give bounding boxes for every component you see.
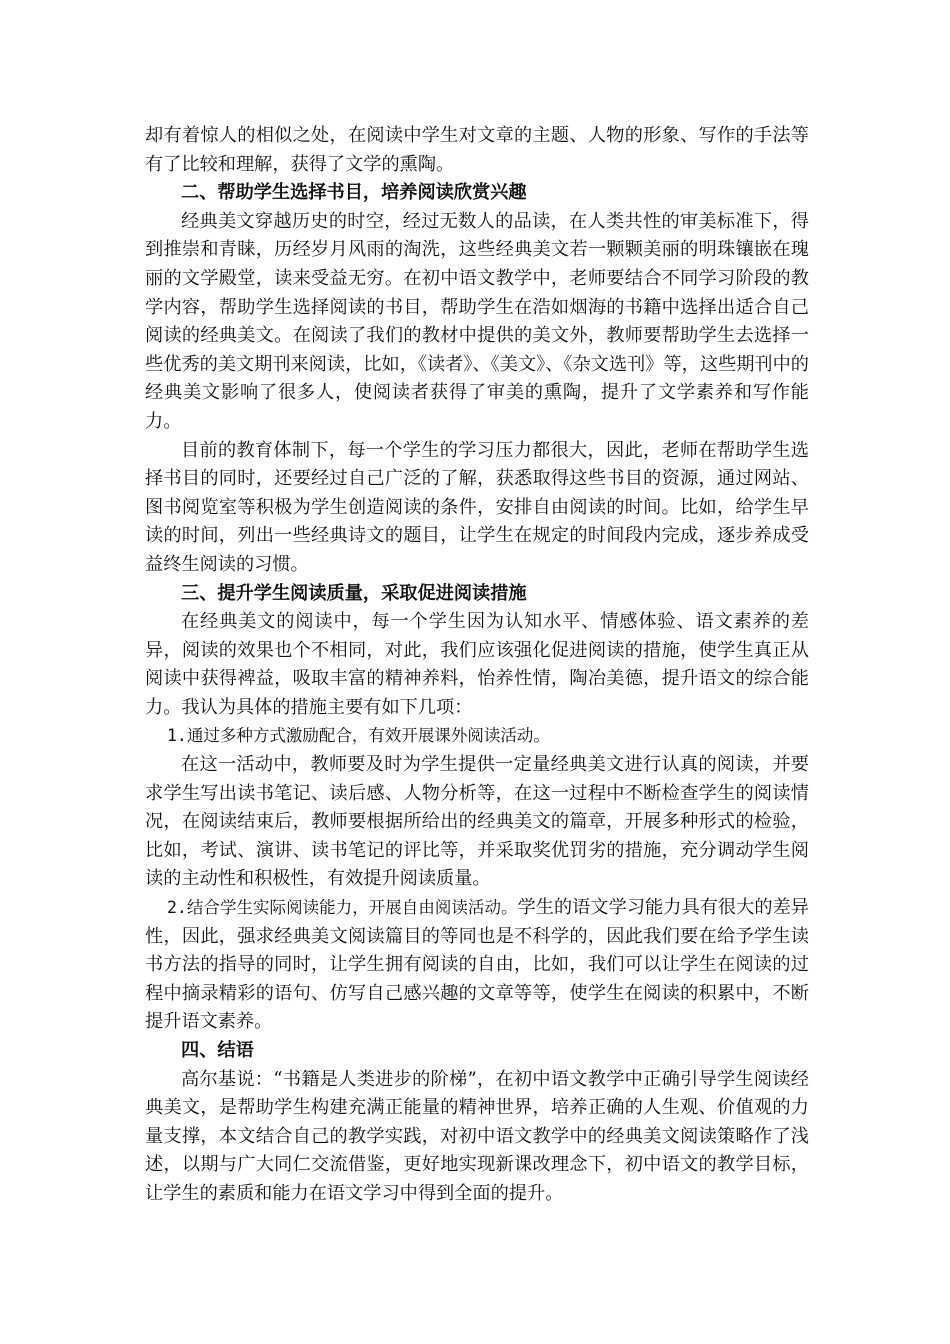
paragraph: 在这一活动中，教师要及时为学生提供一定量经典美文进行认真的阅读，并要求学生写出读书笔记、读后感、人物分析等，在这一过程中不断检查学生的阅读情况，在阅读结束后，教师要根据所给出的经典美文的篇章，开展多种形式的检验，比如，考试、演讲、读书笔记的评比等，并采取奖优罚劣的措施，充分调动学生阅读的主动性和积极性，有效提升阅读质量。 (145, 754, 809, 890)
paragraph-conclusion: 高尔基说：“书籍是人类进步的阶梯”，在初中语文教学中正确引导学生阅读经典美文，是帮助学生构建充满正能量的精神世界，培养正确的人生观、价值观的力量支撑，本文结合自己的教学实践，对初中语文教学中的经典美文阅读策略作了浅述，以期与广大同仁交流借鉴，更好地实现新课改理念下，初中语文的教学目标，让学生的素质和能力在语文学习中得到全面的提升。 (145, 1068, 809, 1204)
measure-item-2-lead: 2.结合学生实际阅读能力，开展自由阅读活动。 (167, 898, 518, 918)
section-heading-3: 三、提升学生阅读质量，采取促进阅读措施 (181, 582, 527, 604)
section-heading-2: 二、帮助学生选择书目，培养阅读欣赏兴趣 (181, 182, 527, 204)
paragraph: 经典美文穿越历史的时空，经过无数人的品读，在人类共性的审美标准下，得到推崇和青睐，历经岁月风雨的淘洗，这些经典美文若一颗颗美丽的明珠镶嵌在瑰丽的文学殿堂，读来受益无穷。在初中语文教学中，老师要结合不同学习阶段的教学内容，帮助学生选择阅读的书目，帮助学生在浩如烟海的书籍中选择出适合自己阅读的经典美文。在阅读了我们的教材中提供的美文外，教师要帮助学生去选择一些优秀的美文期刊来阅读，比如，《读者》、《美文》、《杂文选刊》等，这些期刊中的经典美文影响了很多人，使阅读者获得了审美的熏陶，提升了文学素养和写作能力。 (145, 210, 809, 432)
measure-item-2 (145, 894, 809, 1037)
measure-item-1: 1.通过多种方式激励配合，有效开展课外阅读活动。 (167, 726, 550, 746)
paragraph-continuation: 却有着惊人的相似之处，在阅读中学生对文章的主题、人物的形象、写作的手法等有了比较和理解，获得了文学的熏陶。 (145, 125, 809, 175)
paragraph: 在经典美文的阅读中，每一个学生因为认知水平、情感体验、语文素养的差异，阅读的效果也个不相同，对此，我们应该强化促进阅读的措施，使学生真正从阅读中获得裨益，吸取丰富的精神养料，怡养性情，陶冶美德，提升语文的综合能力。我认为具体的措施主要有如下几项： (145, 611, 809, 718)
document-body (145, 122, 809, 1209)
section-heading-4: 四、结语 (181, 1040, 254, 1061)
paragraph: 目前的教育体制下，每一个学生的学习压力都很大，因此，老师在帮助学生选择书目的同时，还要经过自己广泛的了解，获悉取得这些书目的资源，通过网站、图书阅览室等积极为学生创造阅读的条件，安排自由阅读的时间。比如，给学生早读的时间，列出一些经典诗文的题目，让学生在规定的时间段内完成，逐步养成受益终生阅读的习惯。 (145, 439, 809, 575)
measure-item-2-text: 学生的语文学习能力具有很大的差异性，因此，强求经典美文阅读篇目的等同也是不科学的，因此我们要在给予学生读书方法的指导的同时，让学生拥有阅读的自由，比如，我们可以让学生在阅读的过程中摘录精彩的语句、仿写自己感兴趣的文章等等，使学生在阅读的积累中，不断提升语文素养。 (145, 897, 809, 1033)
